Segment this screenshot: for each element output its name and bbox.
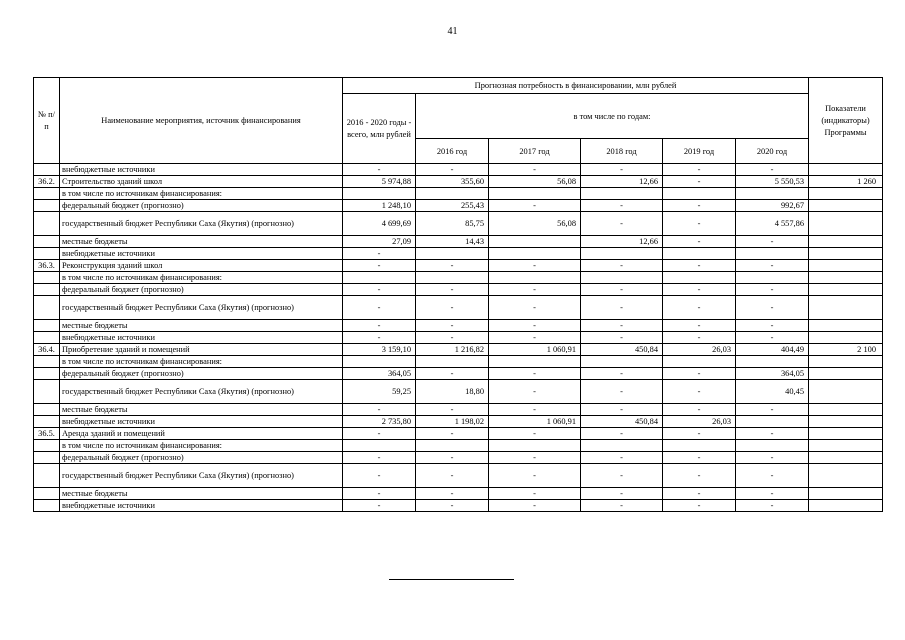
cell-indicator xyxy=(809,404,883,416)
row-name: государственный бюджет Республики Саха (Якутия) (прогнозно) xyxy=(60,296,343,320)
cell-year-value xyxy=(581,248,663,260)
cell-year-value xyxy=(489,248,581,260)
cell-year-value: 355,60 xyxy=(416,176,489,188)
cell-year-value: - xyxy=(736,332,809,344)
cell-year-value: - xyxy=(416,488,489,500)
cell-year-value: 1 216,82 xyxy=(416,344,489,356)
header-num: № п/п xyxy=(34,78,60,164)
table-header xyxy=(34,78,883,164)
cell-year-value: - xyxy=(581,212,663,236)
cell-indicator xyxy=(809,380,883,404)
row-name: Приобретение зданий и помещений xyxy=(60,344,343,356)
cell-total: 5 974,88 xyxy=(343,176,416,188)
cell-indicator xyxy=(809,236,883,248)
cell-total xyxy=(343,272,416,284)
cell-year-value xyxy=(581,440,663,452)
table-row xyxy=(34,416,883,428)
cell-year-value xyxy=(663,188,736,200)
cell-year-value: - xyxy=(416,284,489,296)
cell-year-value xyxy=(416,248,489,260)
cell-indicator: 1 260 xyxy=(809,176,883,188)
table-row xyxy=(34,272,883,284)
cell-year-value: 992,67 xyxy=(736,200,809,212)
cell-year-value: - xyxy=(581,164,663,176)
cell-year-value: - xyxy=(416,500,489,512)
cell-year-value: - xyxy=(489,488,581,500)
cell-year-value: - xyxy=(581,452,663,464)
cell-indicator xyxy=(809,284,883,296)
cell-indicator xyxy=(809,320,883,332)
table-row xyxy=(34,500,883,512)
financing-table xyxy=(33,77,883,512)
cell-year-value xyxy=(736,248,809,260)
cell-year-value: - xyxy=(736,236,809,248)
cell-year-value: - xyxy=(736,488,809,500)
cell-year-value: 56,08 xyxy=(489,212,581,236)
cell-year-value xyxy=(581,272,663,284)
cell-year-value: 5 550,53 xyxy=(736,176,809,188)
cell-year-value: - xyxy=(663,284,736,296)
cell-year-value: - xyxy=(416,260,489,272)
row-name: федеральный бюджет (прогнозно) xyxy=(60,284,343,296)
cell-year-value: - xyxy=(663,320,736,332)
cell-year-value: 26,03 xyxy=(663,416,736,428)
cell-year-value: 255,43 xyxy=(416,200,489,212)
row-name: федеральный бюджет (прогнозно) xyxy=(60,452,343,464)
cell-total: - xyxy=(343,284,416,296)
row-number: 36.2. xyxy=(34,176,60,188)
cell-total xyxy=(343,440,416,452)
row-name: в том числе по источникам финансирования: xyxy=(60,440,343,452)
cell-year-value xyxy=(663,272,736,284)
row-name: в том числе по источникам финансирования: xyxy=(60,272,343,284)
cell-total: - xyxy=(343,164,416,176)
cell-year-value: 85,75 xyxy=(416,212,489,236)
table-row xyxy=(34,296,883,320)
cell-year-value: - xyxy=(489,332,581,344)
cell-year-value: - xyxy=(663,464,736,488)
table-row xyxy=(34,260,883,272)
cell-year-value: 56,08 xyxy=(489,176,581,188)
cell-indicator xyxy=(809,260,883,272)
row-number: 36.4. xyxy=(34,344,60,356)
cell-year-value: - xyxy=(489,296,581,320)
table-row xyxy=(34,284,883,296)
row-name: местные бюджеты xyxy=(60,320,343,332)
cell-year-value xyxy=(489,236,581,248)
cell-year-value: - xyxy=(736,296,809,320)
cell-year-value: - xyxy=(736,428,809,440)
cell-year-value xyxy=(416,272,489,284)
cell-total: - xyxy=(343,332,416,344)
cell-year-value: 12,66 xyxy=(581,236,663,248)
page-number: 41 xyxy=(447,26,458,37)
cell-year-value: - xyxy=(663,212,736,236)
cell-year-value: - xyxy=(416,428,489,440)
cell-total: 1 248,10 xyxy=(343,200,416,212)
cell-year-value: - xyxy=(581,320,663,332)
cell-year-value: - xyxy=(663,428,736,440)
cell-year-value xyxy=(489,188,581,200)
cell-year-value xyxy=(581,188,663,200)
row-number xyxy=(34,368,60,380)
row-number xyxy=(34,188,60,200)
cell-indicator xyxy=(809,248,883,260)
cell-year-value: - xyxy=(581,260,663,272)
cell-year-value xyxy=(489,272,581,284)
cell-indicator xyxy=(809,488,883,500)
cell-year-value: - xyxy=(489,380,581,404)
row-number xyxy=(34,212,60,236)
cell-year-value: - xyxy=(581,464,663,488)
cell-total: 3 159,10 xyxy=(343,344,416,356)
cell-year-value: - xyxy=(489,452,581,464)
cell-year-value: - xyxy=(663,200,736,212)
row-name: государственный бюджет Республики Саха (Якутия) (прогнозно) xyxy=(60,464,343,488)
row-name: внебюджетные источники xyxy=(60,248,343,260)
row-name: внебюджетные источники xyxy=(60,332,343,344)
table-row xyxy=(34,380,883,404)
cell-year-value: - xyxy=(736,260,809,272)
cell-year-value: - xyxy=(581,368,663,380)
cell-year-value: - xyxy=(416,464,489,488)
cell-year-value xyxy=(663,440,736,452)
row-name: Аренда зданий и помещений xyxy=(60,428,343,440)
cell-year-value: - xyxy=(489,260,581,272)
cell-total: - xyxy=(343,404,416,416)
cell-year-value: - xyxy=(489,500,581,512)
cell-year-value xyxy=(489,440,581,452)
row-number xyxy=(34,452,60,464)
cell-year-value: - xyxy=(663,404,736,416)
table-row xyxy=(34,164,883,176)
header-total: 2016 - 2020 годы - всего, млн рублей xyxy=(343,94,416,164)
cell-year-value: - xyxy=(581,500,663,512)
cell-year-value: 40,45 xyxy=(736,380,809,404)
cell-year-value: - xyxy=(416,320,489,332)
header-by-years: в том числе по годам: xyxy=(416,94,809,139)
row-name: государственный бюджет Республики Саха (Якутия) (прогнозно) xyxy=(60,212,343,236)
cell-total: - xyxy=(343,260,416,272)
cell-year-value xyxy=(663,248,736,260)
cell-year-value: - xyxy=(489,428,581,440)
cell-indicator xyxy=(809,428,883,440)
cell-year-value: - xyxy=(736,464,809,488)
table-row xyxy=(34,440,883,452)
cell-year-value xyxy=(736,356,809,368)
row-number xyxy=(34,284,60,296)
cell-total xyxy=(343,188,416,200)
cell-year-value: - xyxy=(736,500,809,512)
cell-year-value: - xyxy=(663,176,736,188)
cell-year-value: - xyxy=(663,368,736,380)
cell-total: 27,09 xyxy=(343,236,416,248)
cell-indicator xyxy=(809,164,883,176)
cell-year-value: - xyxy=(489,320,581,332)
row-number xyxy=(34,356,60,368)
table-row xyxy=(34,320,883,332)
cell-total: - xyxy=(343,296,416,320)
cell-year-value: - xyxy=(663,260,736,272)
table-row xyxy=(34,356,883,368)
cell-year-value: - xyxy=(736,404,809,416)
row-number xyxy=(34,200,60,212)
cell-year-value: 18,80 xyxy=(416,380,489,404)
cell-year-value: 4 557,86 xyxy=(736,212,809,236)
cell-indicator xyxy=(809,296,883,320)
cell-year-value xyxy=(489,356,581,368)
table-row xyxy=(34,236,883,248)
cell-year-value: 404,49 xyxy=(736,344,809,356)
cell-indicator xyxy=(809,452,883,464)
header-year: 2020 год xyxy=(736,139,809,164)
cell-total xyxy=(343,356,416,368)
table-row xyxy=(34,464,883,488)
cell-year-value: - xyxy=(663,296,736,320)
cell-year-value: - xyxy=(663,488,736,500)
table-body xyxy=(34,164,883,512)
row-name: местные бюджеты xyxy=(60,236,343,248)
cell-year-value: - xyxy=(736,164,809,176)
cell-indicator xyxy=(809,200,883,212)
cell-year-value: 364,05 xyxy=(736,368,809,380)
table-row xyxy=(34,344,883,356)
cell-year-value: - xyxy=(581,488,663,500)
cell-total: - xyxy=(343,248,416,260)
row-number xyxy=(34,380,60,404)
cell-year-value: 1 198,02 xyxy=(416,416,489,428)
cell-year-value: 26,03 xyxy=(663,344,736,356)
cell-indicator xyxy=(809,464,883,488)
row-name: федеральный бюджет (прогнозно) xyxy=(60,200,343,212)
table-row xyxy=(34,368,883,380)
cell-indicator xyxy=(809,356,883,368)
cell-year-value: - xyxy=(489,404,581,416)
row-number xyxy=(34,500,60,512)
cell-indicator: 2 100 xyxy=(809,344,883,356)
cell-year-value: - xyxy=(416,332,489,344)
cell-year-value: - xyxy=(736,320,809,332)
row-number xyxy=(34,248,60,260)
cell-total: - xyxy=(343,320,416,332)
row-number xyxy=(34,404,60,416)
cell-indicator xyxy=(809,332,883,344)
cell-indicator xyxy=(809,188,883,200)
row-number: 36.3. xyxy=(34,260,60,272)
cell-year-value: - xyxy=(581,200,663,212)
row-name: государственный бюджет Республики Саха (Якутия) (прогнозно) xyxy=(60,380,343,404)
row-number xyxy=(34,296,60,320)
row-number xyxy=(34,464,60,488)
row-number xyxy=(34,164,60,176)
cell-year-value: 1 060,91 xyxy=(489,416,581,428)
table-row xyxy=(34,176,883,188)
cell-year-value: - xyxy=(663,164,736,176)
cell-year-value: - xyxy=(489,368,581,380)
cell-year-value: - xyxy=(581,404,663,416)
cell-year-value: - xyxy=(581,380,663,404)
cell-year-value: - xyxy=(736,284,809,296)
cell-year-value: - xyxy=(489,200,581,212)
header-forecast-group: Прогнозная потребность в финансировании, млн рублей xyxy=(343,78,809,94)
header-year: 2019 год xyxy=(663,139,736,164)
cell-year-value: - xyxy=(489,464,581,488)
cell-year-value: - xyxy=(663,500,736,512)
table-row xyxy=(34,212,883,236)
cell-year-value: - xyxy=(663,236,736,248)
cell-indicator xyxy=(809,212,883,236)
table-row xyxy=(34,248,883,260)
row-name: федеральный бюджет (прогнозно) xyxy=(60,368,343,380)
table-row xyxy=(34,200,883,212)
cell-total: - xyxy=(343,464,416,488)
row-name: внебюджетные источники xyxy=(60,500,343,512)
cell-total: 4 699,69 xyxy=(343,212,416,236)
row-name: Строительство зданий школ xyxy=(60,176,343,188)
row-number: 36.5. xyxy=(34,428,60,440)
cell-year-value: - xyxy=(416,368,489,380)
cell-year-value xyxy=(736,272,809,284)
cell-year-value: - xyxy=(581,296,663,320)
table-row xyxy=(34,428,883,440)
cell-year-value xyxy=(416,188,489,200)
cell-total: 59,25 xyxy=(343,380,416,404)
row-number xyxy=(34,440,60,452)
table-row xyxy=(34,452,883,464)
cell-year-value xyxy=(736,440,809,452)
cell-indicator xyxy=(809,368,883,380)
header-year: 2017 год xyxy=(489,139,581,164)
cell-year-value: - xyxy=(581,284,663,296)
header-year: 2016 год xyxy=(416,139,489,164)
cell-total: - xyxy=(343,452,416,464)
cell-total: - xyxy=(343,488,416,500)
header-year: 2018 год xyxy=(581,139,663,164)
cell-total: 364,05 xyxy=(343,368,416,380)
row-name: внебюджетные источники xyxy=(60,416,343,428)
cell-indicator xyxy=(809,440,883,452)
cell-year-value xyxy=(416,440,489,452)
cell-year-value: - xyxy=(489,284,581,296)
table-row xyxy=(34,188,883,200)
cell-total: 2 735,80 xyxy=(343,416,416,428)
header-indicators: Показатели (индикаторы) Программы xyxy=(809,78,883,164)
row-number xyxy=(34,272,60,284)
row-number xyxy=(34,488,60,500)
row-name: Реконструкция зданий школ xyxy=(60,260,343,272)
row-number xyxy=(34,320,60,332)
cell-year-value xyxy=(416,356,489,368)
header-name: Наименование мероприятия, источник финансирования xyxy=(60,78,343,164)
cell-year-value: - xyxy=(416,404,489,416)
cell-year-value xyxy=(581,356,663,368)
row-name: в том числе по источникам финансирования: xyxy=(60,188,343,200)
cell-total: - xyxy=(343,428,416,440)
cell-year-value: 1 060,91 xyxy=(489,344,581,356)
cell-year-value xyxy=(663,356,736,368)
table-row xyxy=(34,332,883,344)
row-name: в том числе по источникам финансирования: xyxy=(60,356,343,368)
cell-indicator xyxy=(809,500,883,512)
cell-year-value xyxy=(736,188,809,200)
cell-year-value: - xyxy=(416,296,489,320)
row-name: местные бюджеты xyxy=(60,488,343,500)
cell-year-value: - xyxy=(581,428,663,440)
cell-total: - xyxy=(343,500,416,512)
cell-year-value xyxy=(736,416,809,428)
row-name: местные бюджеты xyxy=(60,404,343,416)
cell-indicator xyxy=(809,416,883,428)
cell-year-value: 450,84 xyxy=(581,344,663,356)
footnote-separator xyxy=(389,579,514,580)
row-number xyxy=(34,416,60,428)
cell-year-value: - xyxy=(663,332,736,344)
cell-year-value: - xyxy=(663,380,736,404)
row-number xyxy=(34,236,60,248)
cell-year-value: 14,43 xyxy=(416,236,489,248)
cell-indicator xyxy=(809,272,883,284)
cell-year-value: - xyxy=(736,452,809,464)
row-name: внебюджетные источники xyxy=(60,164,343,176)
cell-year-value: - xyxy=(663,452,736,464)
row-number xyxy=(34,332,60,344)
cell-year-value: - xyxy=(581,332,663,344)
table-row xyxy=(34,404,883,416)
cell-year-value: 450,84 xyxy=(581,416,663,428)
cell-year-value: 12,66 xyxy=(581,176,663,188)
cell-year-value: - xyxy=(416,452,489,464)
cell-year-value: - xyxy=(416,164,489,176)
table-row xyxy=(34,488,883,500)
cell-year-value: - xyxy=(489,164,581,176)
